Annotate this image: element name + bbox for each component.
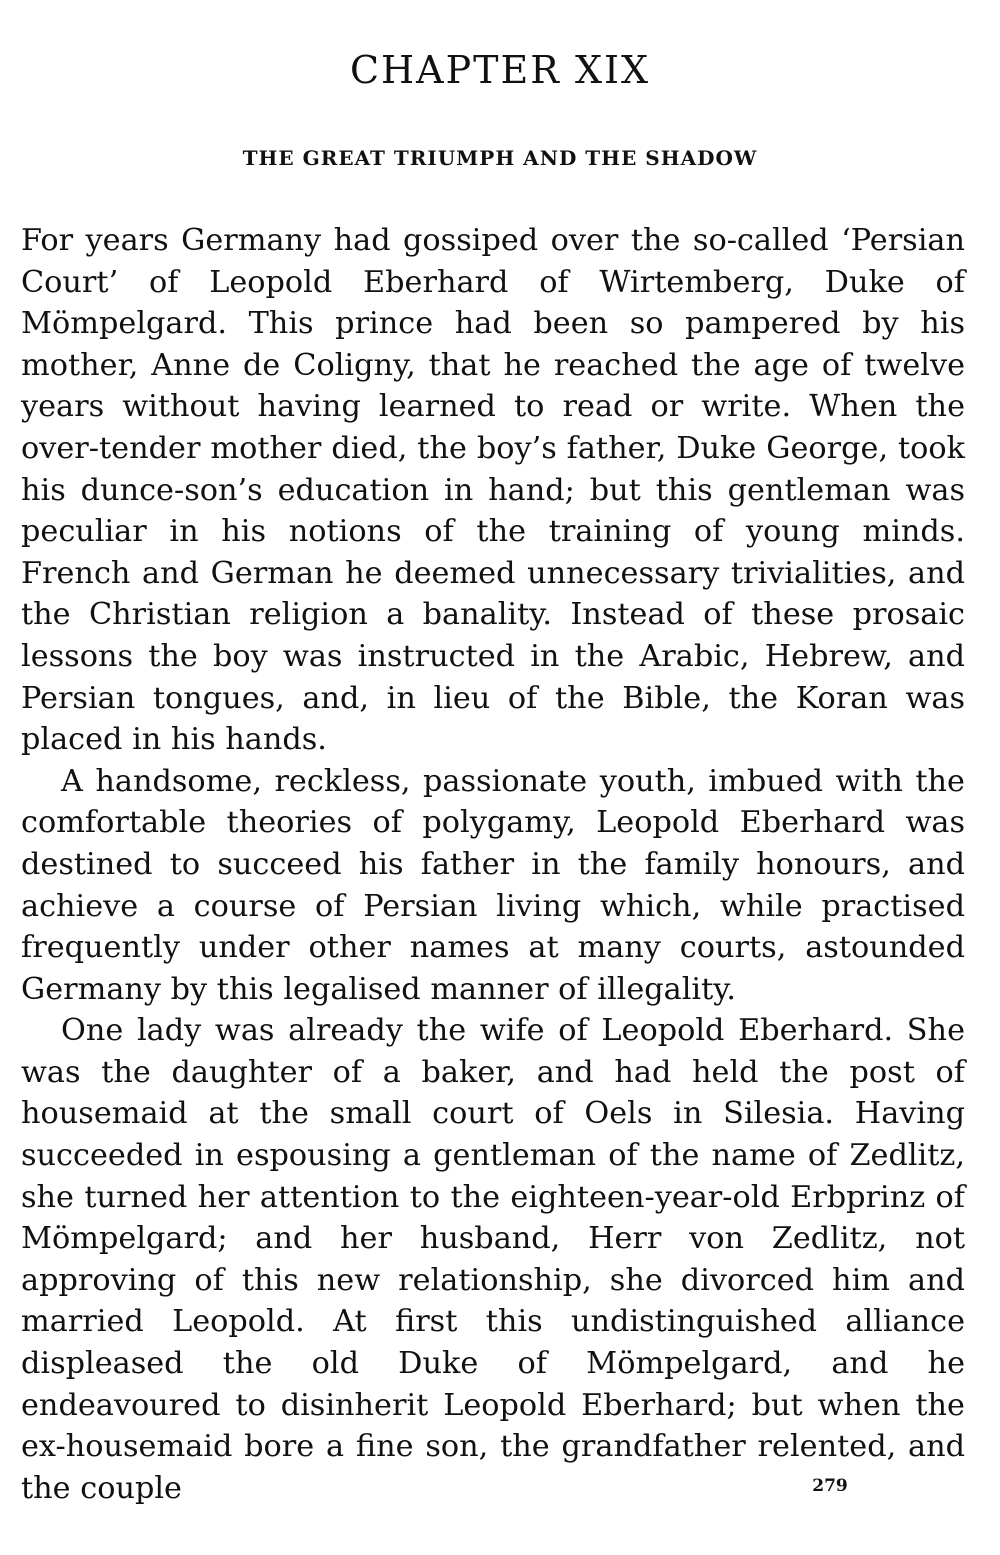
chapter-title: CHAPTER XIX: [349, 48, 651, 92]
paragraph: For years Germany had gossiped over the so-called ‘Persian Court’ of Leopold Eberhard of Wirtemberg, Duke of Mömpelgard. This prince had been so pampered by his mother, Anne de Coligny, that he reached the age of twelve years without having learned to read or write. When the over-tender mother died, the boy’s father, Duke George, took his dunce-son’s education in hand; but this gentleman was peculiar in his notions of the training of young minds. French and German he deemed unnecessary trivialities, and the Christian religion a banality. Instead of these prosaic lessons the boy was instructed in the Arabic, Hebrew, and Persian tongues, and, in lieu of the Bible, the Koran was placed in his hands.: [21, 223, 965, 758]
paragraph: A handsome, reckless, passionate youth, imbued with the comfortable theories of polygamy, Leopold Eberhard was destined to succeed his father in the family honours, and achieve a course of Persian living which, while practised frequently under other names at many courts, astounded Germany by this legalised manner of illegality.: [21, 763, 965, 1007]
paragraph: One lady was already the wife of Leopold Eberhard. She was the daughter of a baker, and had held the post of housemaid at the small court of Oels in Silesia. Having succeeded in espousing a gentleman of the name of Zedlitz, she turned her attention to the eighteen-year-old Erbprinz of Mömpelgard; and her husband, Herr von Zedlitz, not approving of this new relationship, she divorced him and married Leopold. At first this undistinguished alliance displeased the old Duke of Mömpelgard, and he endeavoured to disinherit Leopold Eberhard; but when the ex-housemaid bore a fine son, the grandfather relented, and the couple: [21, 1013, 965, 1506]
chapter-body: [21, 220, 965, 1509]
page-number: 279: [812, 1476, 848, 1496]
chapter-subtitle: THE GREAT TRIUMPH AND THE SHADOW: [242, 146, 758, 170]
